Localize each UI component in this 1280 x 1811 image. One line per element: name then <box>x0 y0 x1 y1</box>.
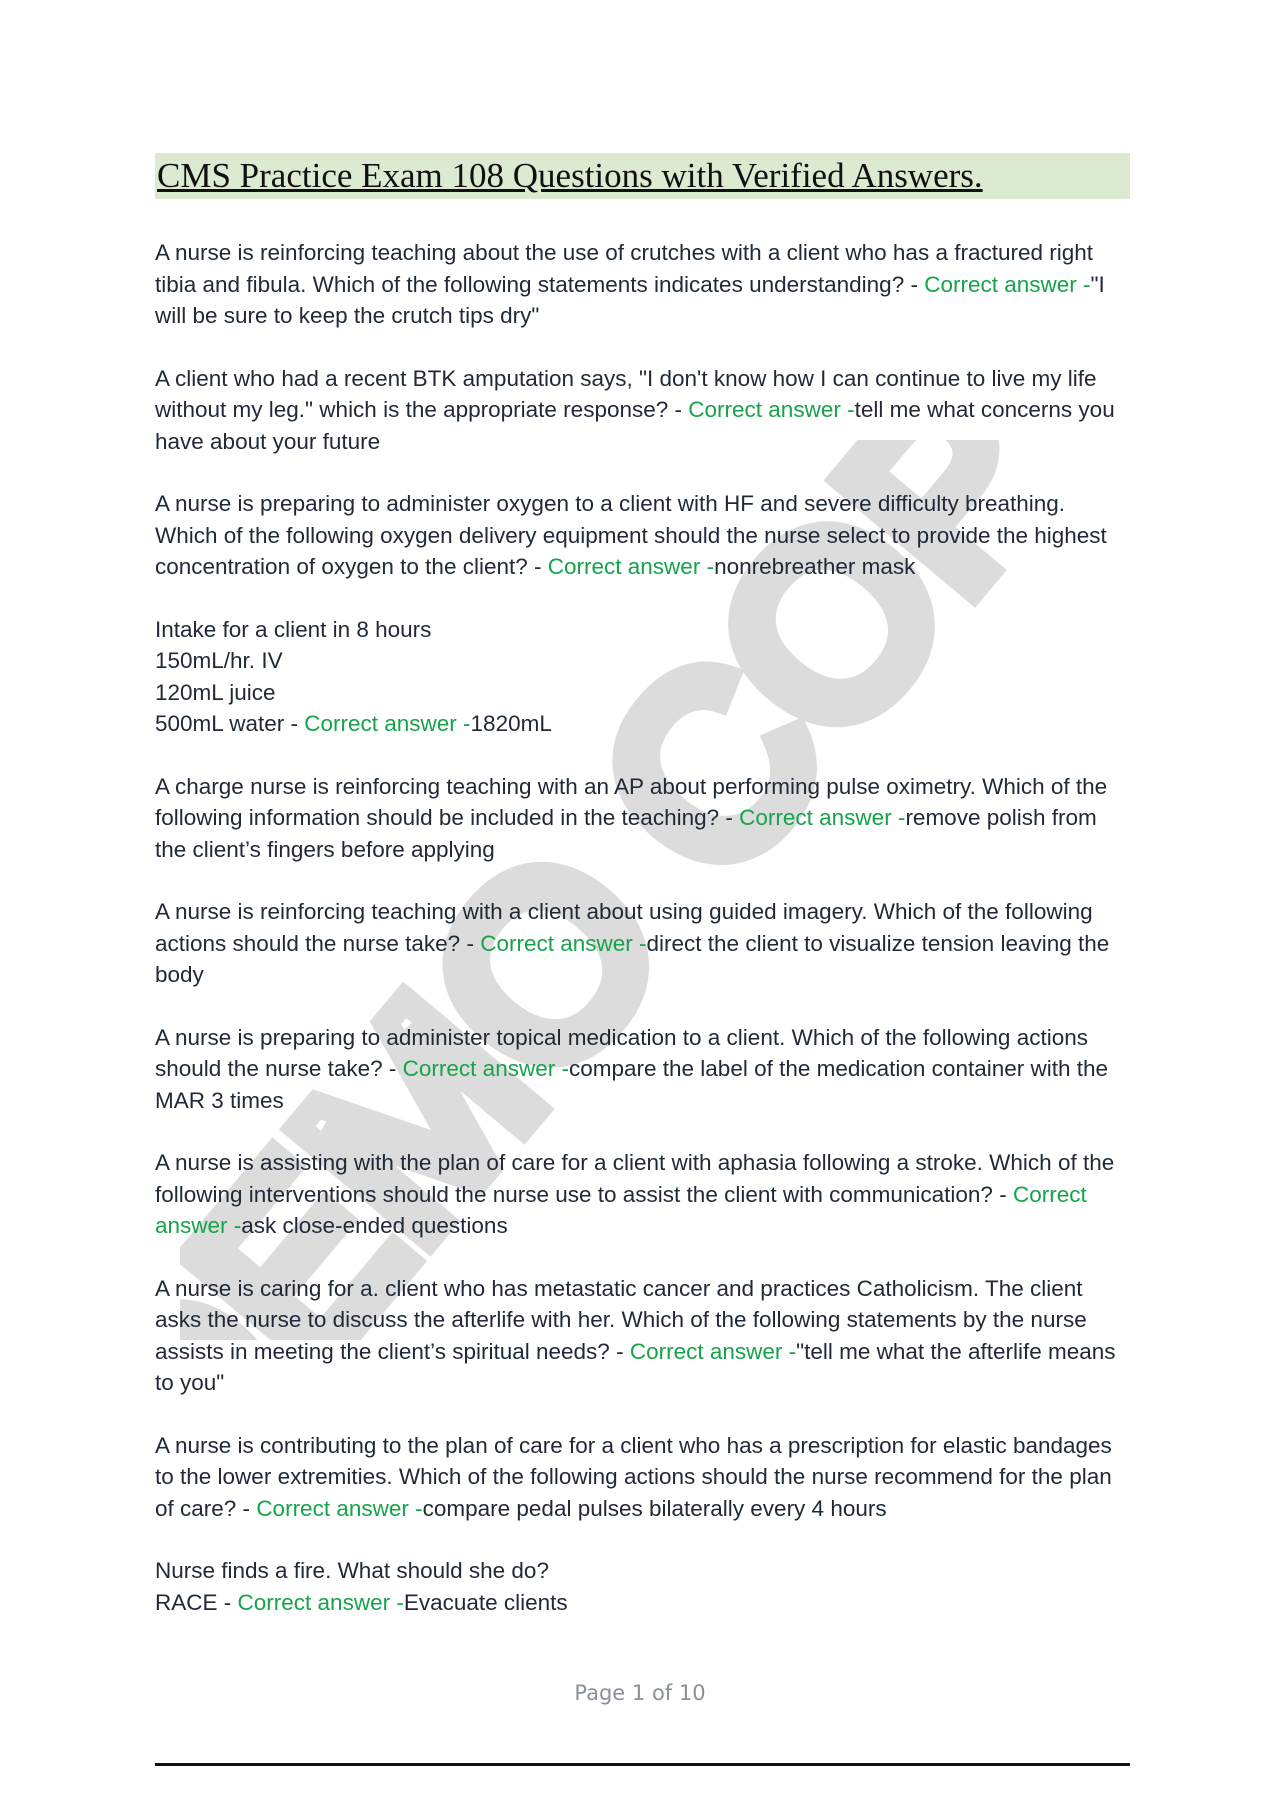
answer-text: nonrebreather mask <box>714 554 916 579</box>
qa-line: Intake for a client in 8 hours <box>155 616 432 642</box>
answer-text: ask close-ended questions <box>241 1213 508 1238</box>
question-text: A nurse is contributing to the plan of care for a client who has a prescription for elastic bandages to the lower extremities. Which of the following actions should the nurse recommend for the plan of care? - <box>155 1432 1112 1521</box>
qa-line: Nurse finds a fire. What should she do? <box>155 1558 549 1583</box>
qa-item <box>155 1430 1130 1525</box>
qa-item <box>155 1147 1130 1242</box>
footer-rule <box>155 1763 1130 1766</box>
qa-item <box>155 1273 1130 1399</box>
qa-item <box>155 1555 1130 1618</box>
qa-item <box>155 1022 1130 1117</box>
question-text: 500mL water - <box>155 711 298 736</box>
qa-question <box>155 366 1115 454</box>
question-text: A nurse is reinforcing teaching about the use of crutches with a client who has a fractured right tibia and fibula. Which of the following statements indicates understanding? - <box>155 240 1094 297</box>
qa-question <box>155 1433 1112 1521</box>
correct-answer-label: Correct answer - <box>480 930 647 956</box>
correct-answer-label: Correct answer - <box>402 1056 569 1081</box>
document-body <box>155 153 1130 1649</box>
qa-item <box>155 896 1130 991</box>
qa-item <box>155 771 1130 866</box>
answer-text: "I will be sure to keep the crutch tips dry" <box>155 271 1105 328</box>
question-text: A nurse is assisting with the plan of care for a client with aphasia following a stroke. Which of the following interventions should the nurse use to assist the client with communication? - <box>155 1150 1115 1207</box>
qa-question <box>155 491 1107 579</box>
correct-answer-label: Correct answer - <box>924 271 1091 297</box>
answer-text: direct the client to visualize tension leaving the body <box>155 930 1110 987</box>
question-text: RACE - <box>155 1589 232 1615</box>
qa-question <box>155 1025 1108 1113</box>
correct-answer-label: Correct answer - <box>739 805 906 830</box>
correct-answer-label: Correct answer - <box>547 554 715 579</box>
question-text: A client who had a recent BTK amputation says, "I don't know how I can continue to live my life without my leg." which is the appropriate response? - <box>155 365 1097 422</box>
correct-answer-label: Correct answer - <box>237 1589 404 1615</box>
qa-item <box>155 614 1130 740</box>
answer-text: 1820mL <box>470 711 552 736</box>
correct-answer-label: Correct answer - <box>304 711 471 736</box>
document-title: CMS Practice Exam 108 Questions with Verified Answers. <box>155 153 1130 199</box>
correct-answer-label: Correct answer - <box>629 1338 797 1364</box>
qa-question <box>155 774 1107 862</box>
correct-answer-label: Correct answer - <box>688 397 855 422</box>
qa-line: 150mL/hr. IV <box>155 648 283 673</box>
page-footer: Page 1 of 10 <box>574 1681 706 1705</box>
qa-question <box>155 899 1109 987</box>
answer-text: remove polish from the client’s fingers before applying <box>155 805 1097 862</box>
answer-text: tell me what concerns you have about your future <box>155 397 1115 454</box>
qa-question <box>155 240 1105 328</box>
qa-list <box>155 237 1130 1618</box>
correct-answer-label: Correct answer - <box>256 1495 423 1521</box>
question-text: A nurse is caring for a. client who has metastatic cancer and practices Catholicism. The client asks the nurse to discuss the afterlife with her. Which of the following statements by the nurse assists in meeting the client’s spiritual needs? - <box>155 1275 1087 1364</box>
answer-text: Evacuate clients <box>403 1589 568 1615</box>
answer-text: compare the label of the medication container with the MAR 3 times <box>155 1056 1109 1113</box>
qa-question <box>155 711 552 736</box>
question-text: A nurse is preparing to administer topical medication to a client. Which of the following actions should the nurse take? - <box>155 1024 1088 1081</box>
question-text: A nurse is reinforcing teaching with a client about using guided imagery. Which of the following actions should the nurse take? - <box>155 899 1093 956</box>
qa-item <box>155 488 1130 583</box>
answer-text: compare pedal pulses bilaterally every 4 hours <box>422 1495 887 1521</box>
watermark-text: DEMO COPY <box>180 440 1080 1340</box>
correct-answer-label: Correct answer - <box>155 1181 1087 1238</box>
qa-question <box>155 1276 1116 1396</box>
answer-text: "tell me what the afterlife means to you" <box>155 1338 1116 1395</box>
qa-question <box>155 1150 1114 1238</box>
question-text: A charge nurse is reinforcing teaching with an AP about performing pulse oximetry. Which of the following information should be included in the teaching? - <box>155 773 1108 830</box>
qa-item <box>155 363 1130 458</box>
question-text: A nurse is preparing to administer oxygen to a client with HF and severe difficulty breathing. Which of the following oxygen delivery equipment should the nurse select to provide the highest concentration of oxygen to the client? - <box>155 491 1107 579</box>
qa-line: 120mL juice <box>155 679 276 705</box>
qa-item <box>155 237 1130 332</box>
qa-question <box>155 1590 568 1615</box>
